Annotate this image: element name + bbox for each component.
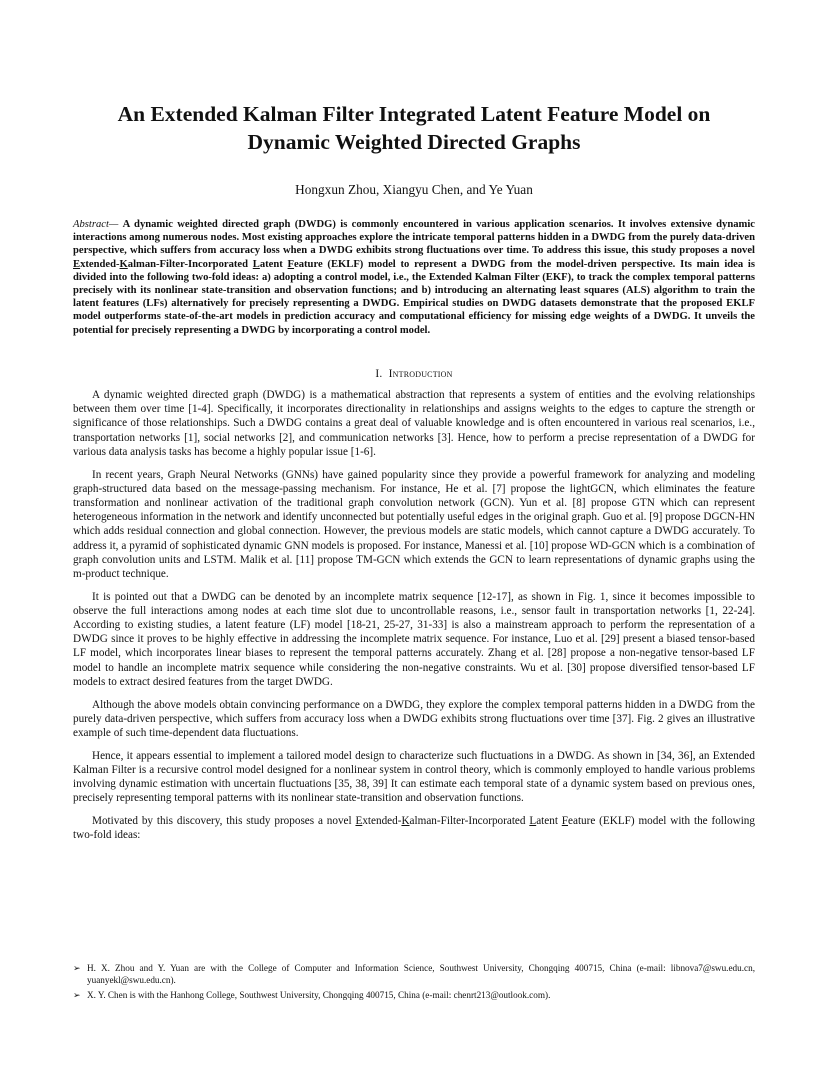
footnote-text: H. X. Zhou and Y. Yuan are with the College of Computer and Information Science, Southwest University, Chongqing 400715, China (e-mail: libnova7@swu.edu.cn, yuanyekl@swu.edu.cn). (87, 963, 755, 985)
acronym-rest-e: xtended- (80, 258, 120, 270)
acronym-rest-l: atent (536, 814, 562, 827)
footnotes (73, 963, 755, 1006)
acronym-letter-f: F (561, 814, 569, 827)
section-title: Introduction (388, 368, 453, 380)
paragraph: In recent years, Graph Neural Networks (GNNs) have gained popularity since they provide a powerful framework for analyzing and modeling graph-structured data based on the message-passing mechanism. For instance, He et al. [7] propose the lightGCN, which eliminates the feature transformation and nonlinear activation of the traditional graph convolution network (GCN). Yun et al. [8] propose GTN which can represent heterogeneous information in the network and identify unconnected but potentially useful edges in the original graph. Guo et al. [9] propose DGCN-HN which adds residual connection and global connection. However, the previous models are static models, which cannot capture a DWDG accurately. To address it, a pyramid of sophisticated dynamic GNN models is proposed. For instance, Manessi et al. [10] propose WD-GCN which is a combination of graph convolution units and LSTM. Malik et al. [11] propose TM-GCN which extends the GCN to learn representations of dynamic graphs using the m-product technique. (73, 468, 755, 580)
final-text-2: (EKLF) model with the following two-fold ideas: (73, 814, 755, 842)
final-text-1: Motivated by this discovery, this study proposes a novel (92, 814, 356, 827)
acronym-rest-k: alman-Filter-Incorporated (409, 814, 530, 827)
acronym-rest-f: eature (568, 814, 596, 827)
arrow-bullet-icon: ➢ (73, 990, 81, 1001)
abstract-dash: — (108, 219, 123, 230)
acronym-rest-k: alman-Filter-Incorporated (127, 258, 253, 270)
acronym-letter-l: L (252, 258, 260, 270)
acronym-letter-e: E (73, 258, 81, 270)
abstract-lead: Abstract (73, 219, 109, 230)
author-list: Hongxun Zhou, Xiangyu Chen, and Ye Yuan (295, 182, 533, 197)
abstract-text-1: A dynamic weighted directed graph (DWDG) is commonly encountered in various application scenarios. It involves extensive dynamic interactions among numerous nodes. Most existing approaches explore the intricate temporal patterns hidden in a DWDG from the purely data-driven perspective, which suffers from accuracy loss when a DWDG exhibits strong fluctuations over time. To address this issue, this study proposes a novel (73, 219, 755, 257)
acronym-letter-l: L (529, 814, 537, 827)
paragraph: Hence, it appears essential to implement a tailored model design to characterize such fluctuations in a DWDG. As shown in [34, 36], an Extended Kalman Filter is a recursive control model designed for a nonlinear system in control theory, which is commonly employed to handle various problems involving dynamic estimation with uncertain fluctuations [35, 38, 39] It can estimate each temporal state of a dynamic system based on previous ones, precisely representing temporal patterns with its nonlinear state-transition and observation functions. (73, 749, 755, 805)
footnote-affiliation-1 (73, 963, 755, 986)
acronym-rest-l: atent (259, 258, 288, 270)
acronym-letter-f: F (287, 258, 295, 270)
title-line-1: An Extended Kalman Filter Integrated Latent Feature Model on (117, 102, 711, 126)
abstract-text-2: (EKLF) model to represent a DWDG from the model-driven perspective. Its main idea is divided into the following two-fold ideas: a) adopting a control model, i.e., the Extended Kalman Filter (EKF), to track the complex temporal patterns precisely with its nonlinear state-transition and observation functions; and b) introducing an alternating least squares (ALS) algorithm to train the latent features (LFs) alternatively for precisely representing a DWDG. Empirical studies on DWDG datasets demonstrate that the proposed EKLF model outperforms state-of-the-art models in prediction accuracy and computational efficiency for missing edge weights of a DWDG. It unveils the potential for precisely representing a DWDG by incorporating a control model. (73, 258, 755, 336)
section-number: I. (375, 368, 383, 380)
paragraph: It is pointed out that a DWDG can be denoted by an incomplete matrix sequence [12-17], as shown in Fig. 1, since it becomes impossible to observe the full interactions among nodes at each time slot due to uncontrollable reasons, i.e., sensor fault in transportation networks [1, 22-24]. According to existing studies, a latent feature (LF) model [18-21, 25-27, 31-33] is also a mainstream approach to perform the representation of a DWDG since it proves to be highly effective in addressing the incomplete matrix sequence. For instance, Luo et al. [29] present a biased tensor-based LF model, which incorporates linear biases to represent the temporal patterns accurately. Zhang et al. [28] propose a non-negative tensor-based LF model to handle an incomplete matrix sequence while considering the non-negative constraints. Wu et al. [30] propose diversified tensor-based LF models to extract desired features from the target DWDG. (73, 590, 755, 688)
section-heading-introduction (73, 367, 755, 381)
introduction-body (73, 388, 755, 851)
paper-title (73, 100, 755, 156)
acronym-rest-e: xtended- (362, 814, 402, 827)
acronym-rest-f: eature (294, 258, 323, 270)
footnote-text: X. Y. Chen is with the Hanhong College, Southwest University, Chongqing 400715, China (e-mail: chenrt213@outlook.com). (87, 990, 551, 1001)
acronym-letter-k: K (401, 814, 410, 827)
abstract (73, 218, 755, 337)
title-line-2: Dynamic Weighted Directed Graphs (247, 130, 581, 154)
arrow-bullet-icon: ➢ (73, 963, 81, 973)
footnote-affiliation-2 (73, 990, 755, 1002)
acronym-letter-e: E (355, 814, 363, 827)
paragraph: A dynamic weighted directed graph (DWDG) is a mathematical abstraction that represents a system of entities and the evolving relationships between them over time [1-4]. Specifically, it incorporates directionality in relationships and assigns weights to the edges to capture the strength or significance of those relationships. Such a DWDG contains a great deal of valuable knowledge and is often encountered in various real scenarios, i.e., transportation networks [1], social networks [2], and communication networks [3]. Hence, how to perform a precise representation of a DWDG for various data analysis tasks has become a highly popular issue [1-6]. (73, 389, 755, 458)
acronym-letter-k: K (119, 258, 128, 270)
paragraph-final (73, 814, 755, 842)
paragraph: Although the above models obtain convincing performance on a DWDG, they explore the complex temporal patterns hidden in a DWDG from the purely data-driven perspective, which suffers from accuracy loss when a DWDG exhibits strong fluctuations over time [37]. Fig. 2 gives an illustrative example of such time-dependent data fluctuations. (73, 698, 755, 739)
